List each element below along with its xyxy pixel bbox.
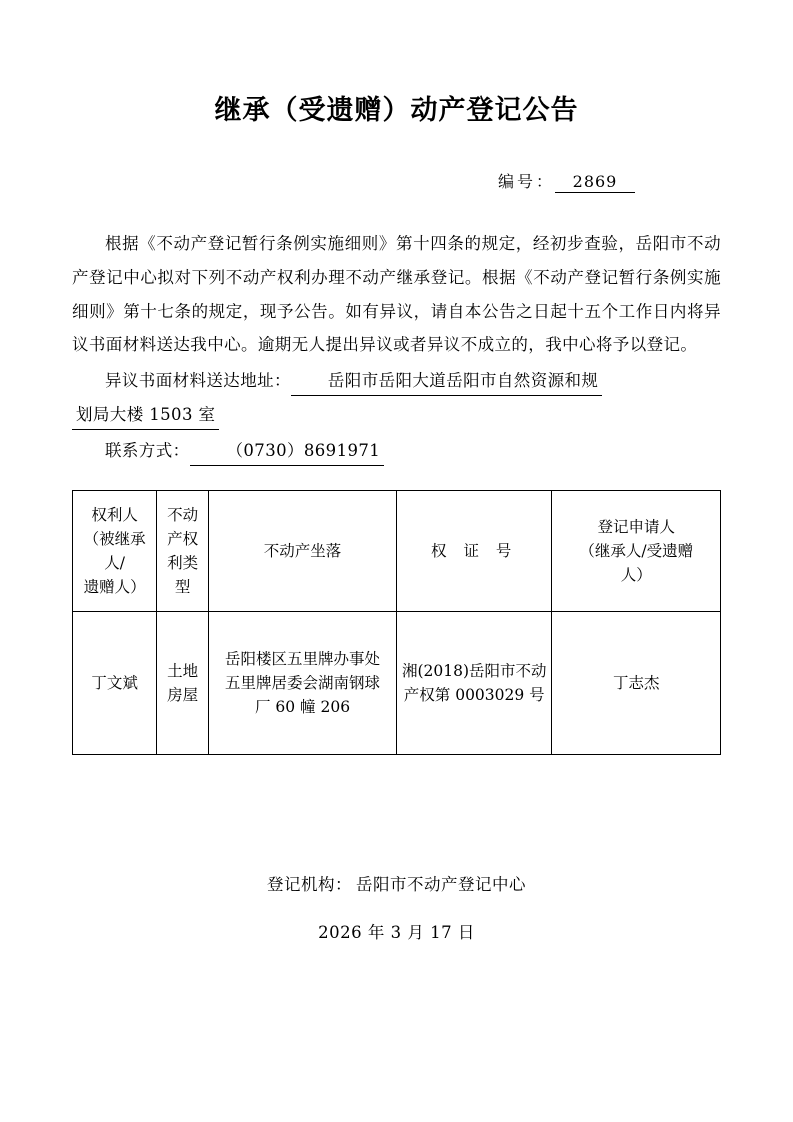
footer-date: 2026 年 3 月 17 日 [318,922,475,942]
delivery-address-value-part1: 岳阳市岳阳大道岳阳市自然资源和规 [291,369,602,396]
delivery-address-block [72,364,721,432]
table-header-owner [73,490,157,611]
cell-certificate [396,611,552,754]
footer-organization [72,871,721,895]
announcement-body [72,227,721,362]
cell-certificate-line2: 产权第 0003029 号 [403,685,545,704]
registration-table [72,490,721,755]
cell-location [209,611,397,754]
table-header-certificate: 权 证 号 [396,490,552,611]
serial-value: 2869 [555,172,635,193]
cell-location-line2: 五里牌居委会湖南钢球 [225,673,381,692]
announcement-paragraph: 根据《不动产登记暂行条例实施细则》第十四条的规定，经初步查验，岳阳市不动产登记中心拟对下列不动产权利办理不动产继承登记。根据《不动产登记暂行条例实施细则》第十七条的规定，现予公告。如有异议，请自本公告之日起十五个工作日内将异议书面材料送达我中心。逾期无人提出异议或者异议不成立的，我中心将予以登记。 [72,234,721,355]
cell-location-line3: 厂 60 幢 206 [254,697,351,716]
table-header-type-line4: 型 [174,577,191,596]
contact-label: 联系方式： [105,440,190,460]
table-header-applicant-line2: （继承人/受遗赠 [579,541,694,560]
table-header-applicant [552,490,721,611]
cell-type-line1: 土地 [167,661,199,680]
table-row [73,611,721,754]
table-header-type [157,490,209,611]
table-header-type-line2: 产权 [167,529,199,548]
table-header-owner-line3: 遗赠人） [83,577,146,596]
cell-type-line2: 房屋 [167,685,199,704]
table-header-type-line1: 不动 [167,505,199,524]
footer-org-label: 登记机构： [267,874,352,894]
cell-applicant: 丁志杰 [552,611,721,754]
table-header-owner-line1: 权利人 [91,505,138,524]
contact-line [72,434,721,468]
table-header-type-line3: 利类 [167,553,199,572]
cell-location-line1: 岳阳楼区五里牌办事处 [225,649,381,668]
delivery-address-value-part2: 划局大楼 1503 室 [72,403,219,430]
cell-owner: 丁文斌 [73,611,157,754]
delivery-address-line2 [72,398,721,432]
page-title: 继承（受遗赠）动产登记公告 [214,95,579,126]
cell-type [157,611,209,754]
table-header-applicant-line3: 人） [620,565,652,584]
cell-certificate-line1: 湘(2018)岳阳市不动 [401,661,547,680]
table-header-row [73,490,721,611]
delivery-address-label: 异议书面材料送达地址： [105,371,291,391]
serial-label: 编号： [497,172,555,191]
document-footer [72,871,721,943]
contact-value: （0730）8691971 [190,439,385,466]
delivery-address-line1 [72,364,721,398]
serial-number-row [72,169,721,193]
table-header-applicant-line1: 登记申请人 [597,517,675,536]
footer-org-value: 岳阳市不动产登记中心 [356,874,526,894]
table-header-owner-line2: （被继承人/ [83,529,146,572]
table-header-location: 不动产坐落 [209,490,397,611]
